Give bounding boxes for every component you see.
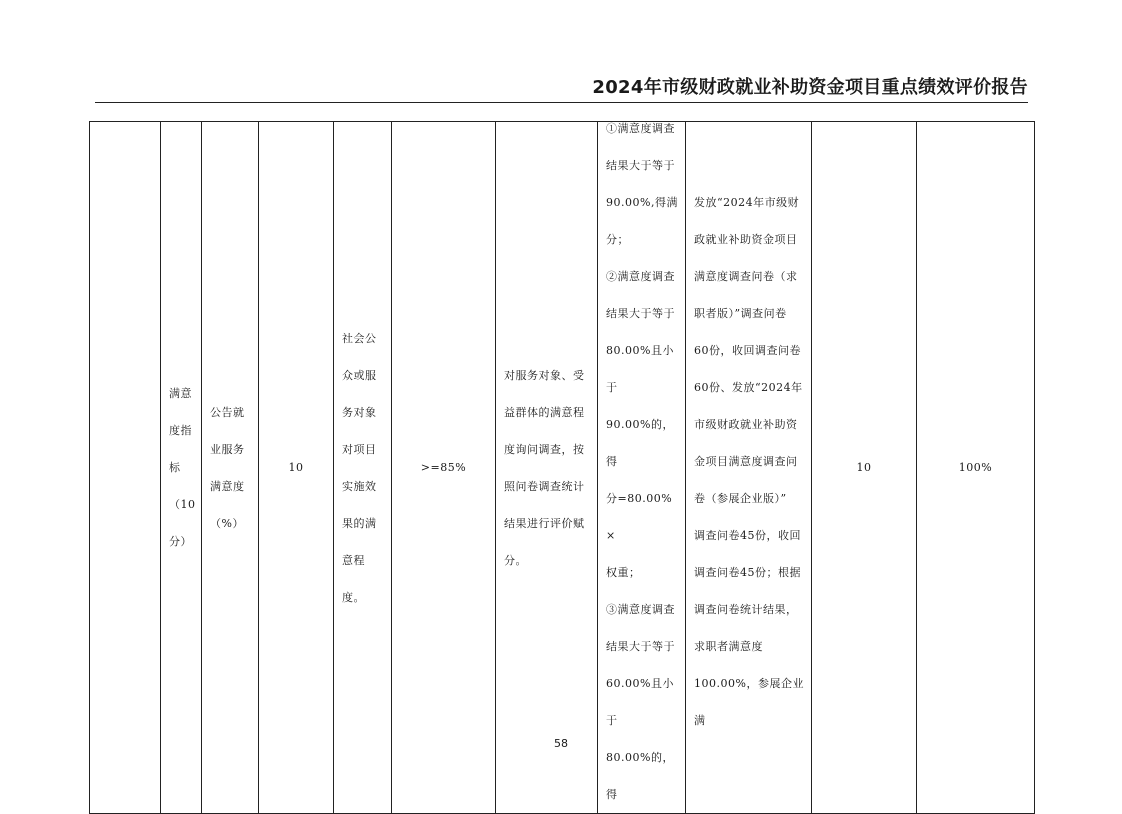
- second-level-indicator-cell: [161, 122, 202, 814]
- score-cell: [812, 122, 917, 814]
- indicator-explanation: 社会公 众或服 务对象 对项目 实施效 果的满 意程度。: [342, 331, 377, 604]
- weight-cell: [259, 122, 334, 814]
- third-level-indicator: 公告就 业服务 满意度 （%）: [210, 405, 245, 530]
- target-value-cell: [392, 122, 496, 814]
- indicator-weight: 10: [288, 461, 304, 474]
- evaluation-method: 对服务对象、受 益群体的满意程 度询问调查，按 照问卷调查统计 结果进行评价赋 分。: [504, 368, 585, 567]
- first-level-indicator-cell: [90, 122, 161, 814]
- scoring-standard-cell: [598, 122, 686, 814]
- report-title: 2024年市级财政就业补助资金项目重点绩效评价报告: [592, 77, 1028, 98]
- indicator-explanation-cell: [334, 122, 392, 814]
- third-level-indicator-cell: [202, 122, 259, 814]
- target-value: >=85%: [420, 461, 467, 474]
- table-row: [90, 122, 1035, 814]
- header-divider: [95, 102, 1028, 103]
- score-rate: 100%: [958, 461, 993, 474]
- second-level-indicator: 满意 度指 标 （10 分）: [169, 387, 196, 548]
- evaluation-basis: 发放“2024年市级财 政就业补助资金项目 满意度调查问卷（求 职者版）”调查问卷 60份，收回调查问卷 60份、发放“2024年 市级财政就业补助资 金项目满意度调查问 卷（参展企业版）” 调查问卷45份，收回 调查问卷45份；根据 调查问卷统计结果， 求职者满意度 100.00%，参展企业满: [694, 196, 804, 727]
- evaluation-method-cell: [496, 122, 598, 814]
- scoring-standard: ①满意度调查 结果大于等于 90.00%,得满 分； ②满意度调查 结果大于等于 80.00%且小于 90.00%的，得 分=80.00%× 权重； ③满意度调查 结果大于等于 60.00%且小于 80.00%的，得: [606, 122, 678, 801]
- evaluation-table: [89, 121, 1035, 814]
- score-rate-cell: [917, 122, 1035, 814]
- score-value: 10: [856, 461, 872, 474]
- evaluation-basis-cell: [686, 122, 812, 814]
- page-number: 58: [554, 737, 568, 750]
